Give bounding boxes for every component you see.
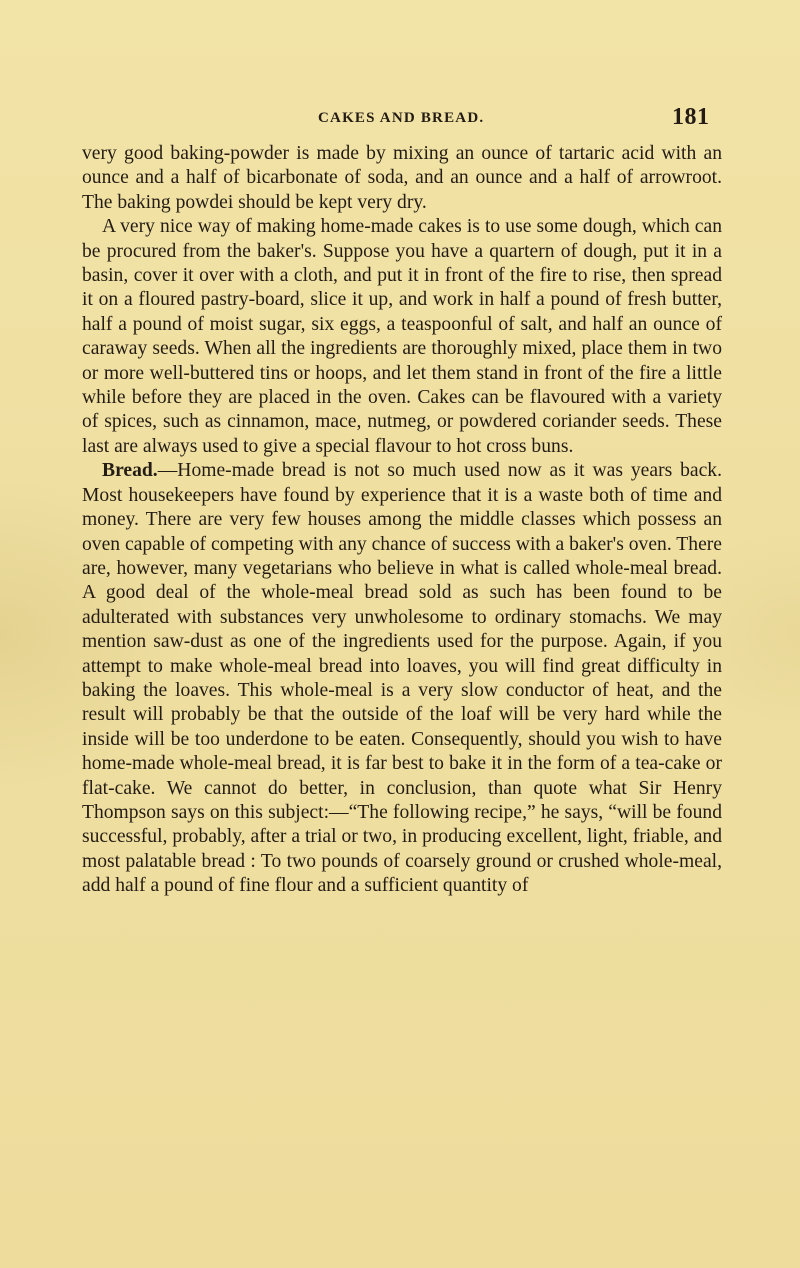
body-text [82,142,722,899]
paragraph-text: A very nice way of making home-made cakes is to use some dough, which can be procured from the baker's. Suppose you have a quartern of dough, put it in a basin, cover it over with a cloth, and put it in front of the fire to rise, then spread it on a floured pastry-board, slice it up, and work in half a pound of fresh butter, half a pound of moist sugar, six eggs, a teaspoonful of salt, and half an ounce of caraway seeds. When all the ingredients are thoroughly mixed, place them in two or more well-buttered tins or hoops, and let them stand in front of the fire a little while before they are placed in the oven. Cakes can be flavoured with a variety of spices, such as cinnamon, mace, nutmeg, or powdered coriander seeds. These last are always used to give a special flavour to hot cross buns. [82,216,722,457]
page-number: 181 [672,104,710,130]
page-header [0,104,800,134]
paragraph-text: very good baking-powder is made by mixing an ounce of tartaric acid with an ounce and a half of bicarbonate of soda, and an ounce and a half of arrowroot. The baking powdei should be kept very dry. [82,143,722,213]
paragraph-bread [82,459,722,898]
paragraph-continuation [82,142,722,215]
section-run-in-heading: Bread. [102,460,158,482]
paragraph-home-made-cakes [82,215,722,459]
paragraph-text: —Home-made bread is not so much used now as it was years back. Most housekeepers have found by experience that it is a waste both of time and money. There are very few houses among the middle classes which possess an oven capable of competing with any chance of success with a baker's oven. There are, however, many vegetarians who believe in what is called whole-meal bread. A good deal of the whole-meal bread sold as such has been found to be adulterated with substances very unwholesome to ordinary stomachs. We may mention saw-dust as one of the ingredients used for the purpose. Again, if you attempt to make whole-meal bread into loaves, you will find great difficulty in baking the loaves. This whole-meal is a very slow conductor of heat, and the result will probably be that the outside of the loaf will be very hard while the inside will be too underdone to be eaten. Consequently, should you wish to have home-made whole-meal bread, it is far best to bake it in the form of a tea-cake or flat-cake. We cannot do better, in conclusion, than quote what Sir Henry Thompson says on this subject:—“The following recipe,” he says, “will be found successful, probably, after a trial or two, in producing excellent, light, friable, and most palatable bread : To two pounds of coarsely ground or crushed whole-meal, add half a pound of fine flour and a sufficient quantity of [82,460,722,897]
running-head: CAKES AND BREAD. [318,110,485,126]
